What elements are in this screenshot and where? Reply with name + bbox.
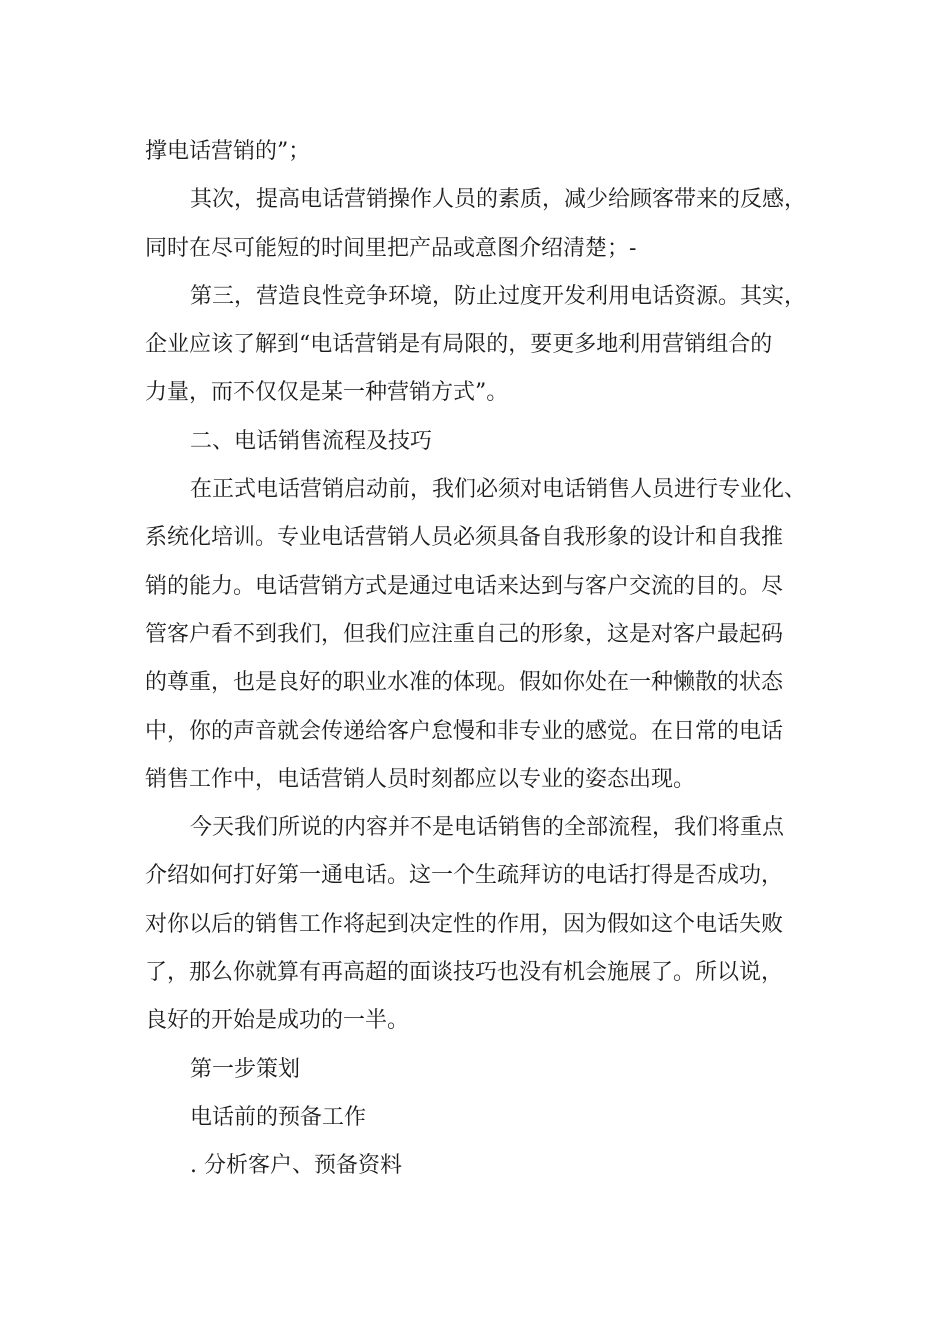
text-line: 力量，而不仅仅是某一种营销方式”。 [145, 380, 509, 406]
text-line: 的尊重，也是良好的职业水准的体现。假如你处在一种懒散的状态 [145, 670, 784, 696]
text-line: 企业应该了解到“电话营销是有局限的，要更多地利用营销组合的 [145, 332, 773, 358]
text-line: 撑电话营销的”； [145, 139, 311, 164]
subsection-heading: 电话前的预备工作 [190, 1104, 367, 1130]
text-line: 对你以后的销售工作将起到决定性的作用，因为假如这个电话失败 [145, 911, 784, 937]
text-line: 管客户看不到我们，但我们应注重自己的形象，这是对客户最起码 [145, 621, 784, 647]
paragraph-line: 今天我们所说的内容并不是电话销售的全部流程，我们将重点 [190, 815, 785, 841]
section-heading: 二、电话销售流程及技巧 [190, 428, 433, 454]
paragraph-line: 其次，提高电话营销操作人员的素质，减少给顾客带来的反感， [190, 187, 807, 213]
step-heading: 第一步策划 [190, 1056, 301, 1082]
text-line: 中，你的声音就会传递给客户怠慢和非专业的感觉。在日常的电话 [145, 718, 784, 744]
list-item: . 分析客户、预备资料 [190, 1153, 402, 1179]
text-line: 同时在尽可能短的时间里把产品或意图介绍清楚；- [145, 235, 637, 261]
text-line: 良好的开始是成功的一半。 [145, 1008, 410, 1034]
text-line: 销售工作中，电话营销人员时刻都应以专业的姿态出现。 [145, 766, 696, 792]
text-line: 介绍如何打好第一通电话。这一个生疏拜访的电话打得是否成功， [145, 863, 784, 889]
text-line: 系统化培训。专业电话营销人员必须具备自我形象的设计和自我推 [145, 525, 784, 551]
text-line: 了，那么你就算有再高超的面谈技巧也没有机会施展了。所以说， [145, 960, 784, 986]
paragraph-line: 在正式电话营销启动前，我们必须对电话销售人员进行专业化、 [190, 477, 807, 503]
document-body [145, 128, 825, 1191]
text-line: 销的能力。电话营销方式是通过电话来达到与客户交流的目的。尽 [145, 573, 784, 599]
paragraph-line: 第三，营造良性竞争环境，防止过度开发利用电话资源。其实， [190, 283, 807, 309]
